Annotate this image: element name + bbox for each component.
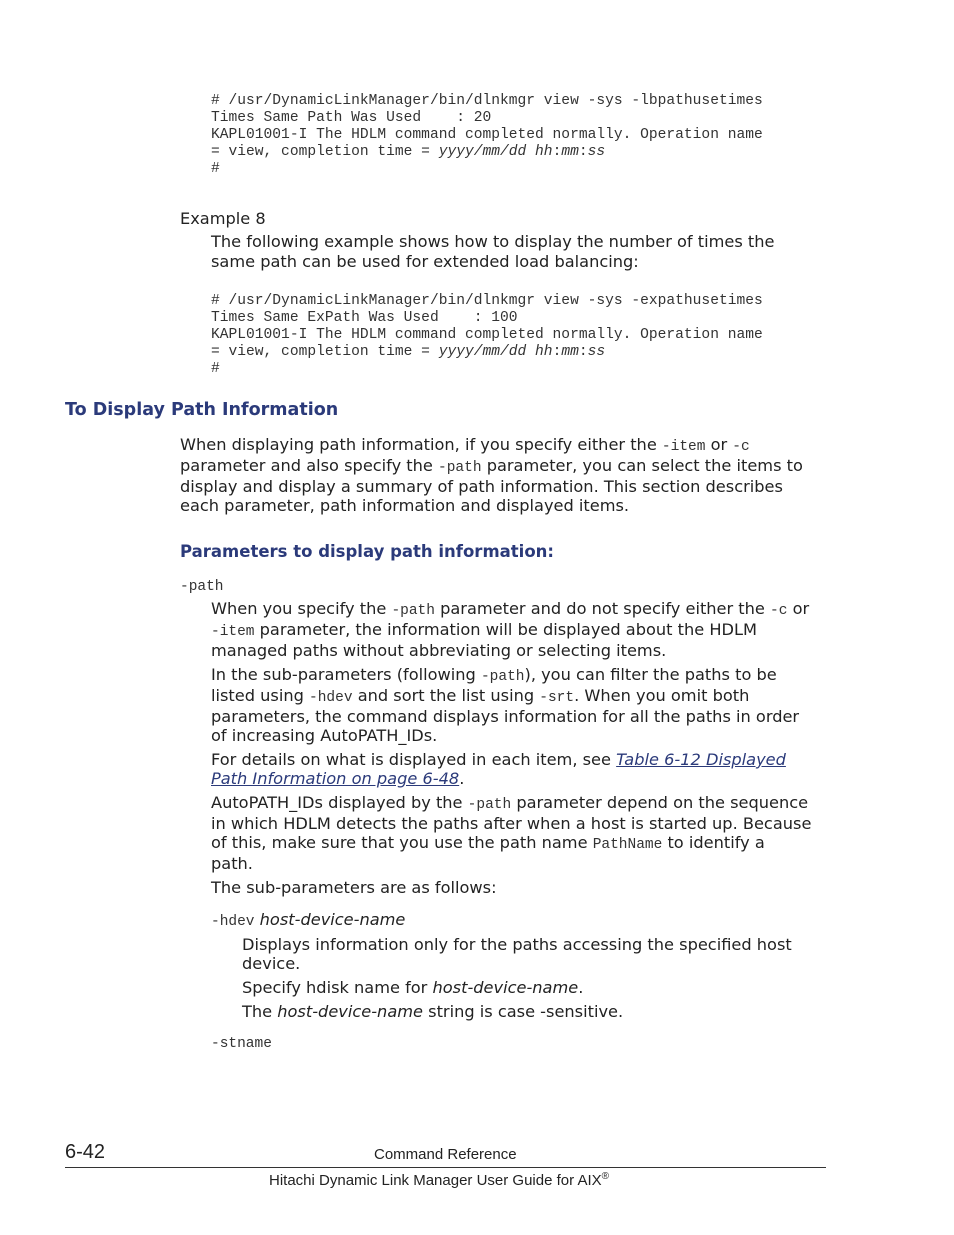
paragraph-line: parameter and also specify the -path parameter, you can select the items to [180,456,803,476]
code-line: # /usr/DynamicLinkManager/bin/dlnkmgr view -sys -expathusetimes [211,293,763,309]
example-text-line: same path can be used for extended load balancing: [211,252,639,271]
table-link[interactable]: Table 6-12 Displayed [616,750,786,769]
chapter-title: Command Reference [374,1146,517,1163]
paragraph-line: When you specify the -path parameter and do not specify either the -c or [211,599,810,619]
param-path: -path [180,579,224,595]
paragraph-line: of this, make sure that you use the path name PathName to identify a [211,833,765,853]
section-title: To Display Path Information [65,400,339,420]
paragraph-line: Specify hdisk name for host-device-name. [242,978,584,997]
param-stname: -stname [211,1036,272,1052]
subsection-title: Parameters to display path information: [180,542,554,561]
code-block-expathusetimes [211,293,763,378]
example-label: Example 8 [180,209,266,228]
paragraph-line: For details on what is displayed in each item, see Table 6-12 Displayed [211,750,786,769]
paragraph-line: display and display a summary of path information. This section describes [180,477,783,496]
paragraph-line: managed paths without abbreviating or selecting items. [211,641,667,660]
paragraph-line: When displaying path information, if you specify either the -item or -c [180,435,750,455]
paragraph-line: In the sub-parameters (following -path), you can filter the paths to be [211,665,777,685]
footer-divider [65,1167,826,1168]
code-line: Times Same Path Was Used : 20 [211,110,492,126]
code-line: # [211,361,220,377]
paragraph-line: each parameter, path information and displayed items. [180,496,630,515]
code-line: KAPL01001-I The HDLM command completed normally. Operation name [211,327,763,343]
example-text-line: The following example shows how to display the number of times the [211,232,775,251]
paragraph-line: Displays information only for the paths accessing the specified host [242,935,792,954]
paragraph-line: Path Information on page 6-48. [211,769,465,788]
paragraph-line: parameters, the command displays information for all the paths in order [211,707,800,726]
page-number: 6-42 [65,1141,106,1163]
paragraph-line: path. [211,854,253,873]
code-line: Times Same ExPath Was Used : 100 [211,310,518,326]
paragraph-line: The host-device-name string is case -sensitive. [242,1002,624,1021]
paragraph-line: -item parameter, the information will be displayed about the HDLM [211,620,757,640]
paragraph-line: in which HDLM detects the paths after when a host is started up. Because [211,814,812,833]
code-line: # /usr/DynamicLinkManager/bin/dlnkmgr view -sys -lbpathusetimes [211,93,763,109]
paragraph-line: The sub-parameters are as follows: [211,878,497,897]
code-line: # [211,161,220,177]
param-hdev: -hdev host-device-name [211,910,406,930]
code-line: KAPL01001-I The HDLM command completed normally. Operation name [211,127,763,143]
paragraph-line: device. [242,954,301,973]
code-line-completion: = view, completion time = yyyy/mm/dd hh:mm:ss [211,344,606,360]
paragraph-line: AutoPATH_IDs displayed by the -path parameter depend on the sequence [211,793,809,813]
code-block-lbpathusetimes [211,93,763,178]
paragraph-line: of increasing AutoPATH_IDs. [211,726,438,745]
table-link[interactable]: Path Information on page 6-48 [211,769,460,788]
code-line-completion: = view, completion time = yyyy/mm/dd hh:mm:ss [211,144,606,160]
paragraph-line: listed using -hdev and sort the list using -srt. When you omit both [211,686,750,706]
book-title: Hitachi Dynamic Link Manager User Guide for AIX® [269,1171,610,1189]
